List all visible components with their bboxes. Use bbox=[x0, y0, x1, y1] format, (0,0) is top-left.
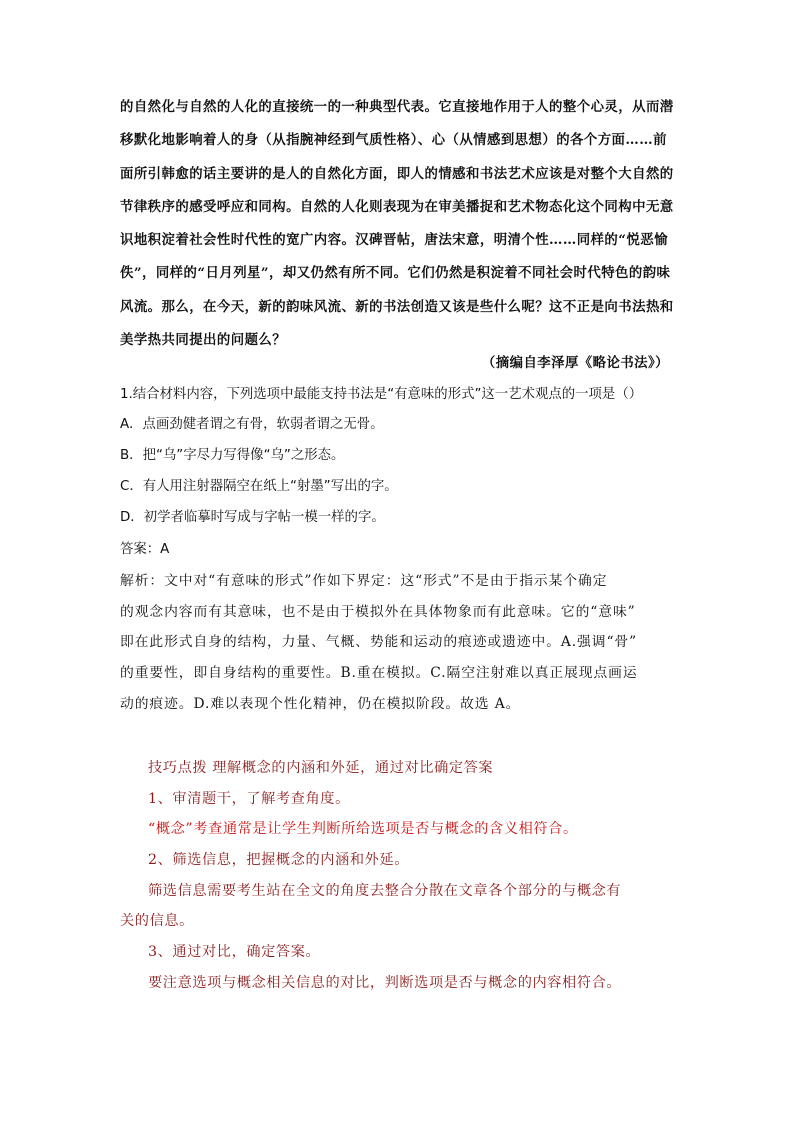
passage-line: 移默化地影响着人的身（从指腕神经到气质性格）、心（从情感到思想）的各个方面……前 bbox=[120, 132, 667, 148]
analysis-line: 解析：文中对“有意味的形式”作如下界定：这“形式”不是由于指示某个确定 bbox=[120, 573, 608, 589]
question-stem: 1.结合材料内容，下列选项中最能支持书法是“有意味的形式”这一艺术观点的一项是（） bbox=[120, 387, 643, 402]
tips-step-2: 2、筛选信息，把握概念的内涵和外延。 bbox=[148, 852, 410, 868]
tips-step-3: 3、通过对比，确定答案。 bbox=[148, 944, 321, 960]
analysis-line: 的重要性，即自身结构的重要性。B.重在模拟。C.隔空注射难以真正展现点画运 bbox=[120, 665, 638, 681]
option-c: C．有人用注射器隔空在纸上“射墨”写出的字。 bbox=[120, 479, 398, 494]
tips-title: 技巧点拨 理解概念的内涵和外延，通过对比确定答案 bbox=[148, 760, 494, 776]
analysis-line: 动的痕迹。D.难以表现个性化精神，仍在模拟阶段。故选 A。 bbox=[120, 696, 521, 712]
passage-line: 节律秩序的感受呼应和同构。自然的人化则表现为在审美播捉和艺术物态化这个同构中无意 bbox=[120, 199, 674, 215]
passage-line: 佚”，同样的“日月列星”，却又仍然有所不同。它们仍然是积淀着不同社会时代特色的韵味 bbox=[120, 265, 671, 281]
passage-line: 识地积淀着社会性时代性的宽广内容。汉碑晋帖，唐法宋意，明清个性……同样的“悦恶愉 bbox=[120, 232, 668, 248]
tips-step-1: 1、审清题干，了解考查角度。 bbox=[148, 791, 350, 807]
tips-step-2-note: 筛选信息需要考生站在全文的角度去整合分散在文章各个部分的与概念有 bbox=[148, 883, 622, 899]
tips-step-3-note: 要注意选项与概念相关信息的对比，判断选项是否与概念的内容相符合。 bbox=[148, 975, 622, 991]
passage-line: 面所引韩愈的话主要讲的是人的自然化方面，即人的情感和书法艺术应该是对整个大自然的 bbox=[120, 166, 674, 182]
passage-line: 美学热共同提出的问题么？ bbox=[120, 332, 287, 348]
tips-step-2-note-cont: 关的信息。 bbox=[120, 913, 194, 929]
passage-line: 的自然化与自然的人化的直接统一的一种典型代表。它直接地作用于人的整个心灵，从而潜 bbox=[120, 99, 674, 115]
passage-line: 风流。那么，在今天，新的韵味风流、新的书法创造又该是些什么呢？这不正是向书法热和 bbox=[120, 299, 674, 315]
analysis-line: 即在此形式自身的结构，力量、气概、势能和运动的痕迹或遗迹中。A.强调“骨” bbox=[120, 634, 638, 650]
option-a: A．点画劲健者谓之有骨，软弱者谓之无骨。 bbox=[120, 417, 384, 432]
answer: 答案：A bbox=[120, 542, 170, 557]
tips-step-1-note: “概念”考查通常是让学生判断所给选项是否与概念的含义相符合。 bbox=[148, 821, 578, 837]
analysis-line: 的观念内容而有其意味，也不是由于模拟外在具体物象而有此意味。它的“意味” bbox=[120, 604, 636, 620]
passage-source: （摘编自李泽厚《略论书法》） bbox=[481, 355, 669, 371]
option-d: D．初学者临摹时写成与字帖一模一样的字。 bbox=[120, 510, 385, 525]
option-b: B．把“乌”字尽力写得像“乌”之形态。 bbox=[120, 448, 345, 463]
